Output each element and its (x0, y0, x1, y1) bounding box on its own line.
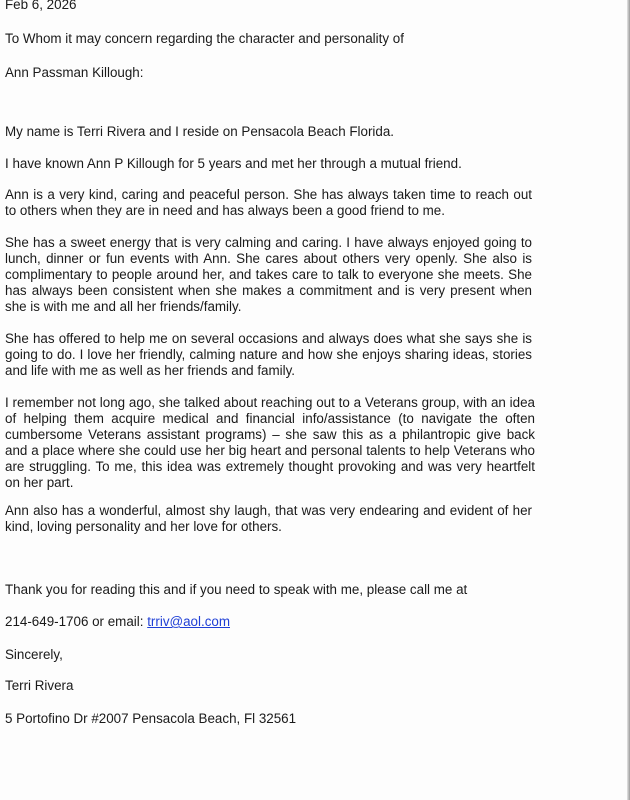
letter-paragraph-kind: Ann is a very kind, caring and peaceful person. She has always taken time to reach out to others when they are in need and has always been a good friend to me. (5, 187, 532, 218)
letter-address: 5 Portofino Dr #2007 Pensacola Beach, Fl 32561 (5, 711, 297, 726)
letter-salutation: To Whom it may concern regarding the character and personality of (5, 31, 404, 46)
letter-signer: Terri Rivera (5, 678, 74, 693)
phone-text: 214-649-1706 or email: (5, 614, 144, 629)
letter-signoff: Sincerely, (5, 647, 63, 662)
letter-paragraph-help: She has offered to help me on several occasions and always does what she says she is going to do. I love her friendly, calming nature and how she enjoys sharing ideas, stories and life with me as well as her friends and family. (5, 331, 532, 378)
letter-paragraph-intro: My name is Terri Rivera and I reside on Pensacola Beach Florida. (5, 124, 395, 139)
letter-paragraph-energy: She has a sweet energy that is very calming and caring. I have always enjoyed going to lunch, dinner or fun events with Ann. She cares about others very openly. She also is complimentary to people around her, and takes care to talk to everyone she meets. She has always been consistent when she makes a commitment and is very present when she is with me and all her friends/family. (5, 235, 532, 314)
letter-date: Feb 6, 2026 (5, 0, 77, 12)
letter-paragraph-known: I have known Ann P Killough for 5 years and met her through a mutual friend. (5, 156, 462, 171)
email-link[interactable]: trriv@aol.com (147, 614, 230, 629)
letter-paragraph-laugh: Ann also has a wonderful, almost shy laugh, that was very endearing and evident of her kind, loving personality and her love for others. (5, 503, 532, 534)
letter-closing-request: Thank you for reading this and if you need to speak with me, please call me at (5, 582, 468, 597)
letter-subject-name: Ann Passman Killough: (5, 65, 144, 80)
letter-paragraph-veterans: I remember not long ago, she talked about reaching out to a Veterans group, with an idea of helping them acquire medical and financial info/assistance (to navigate the often cumbersome Veterans assistant programs) – she saw this as a philantropic give back and a place where she could use her big heart and personal talents to help Veterans who are struggling. To me, this idea was extremely thought provoking and was very heartfelt on her part. (5, 395, 535, 490)
contact-line (5, 613, 230, 630)
